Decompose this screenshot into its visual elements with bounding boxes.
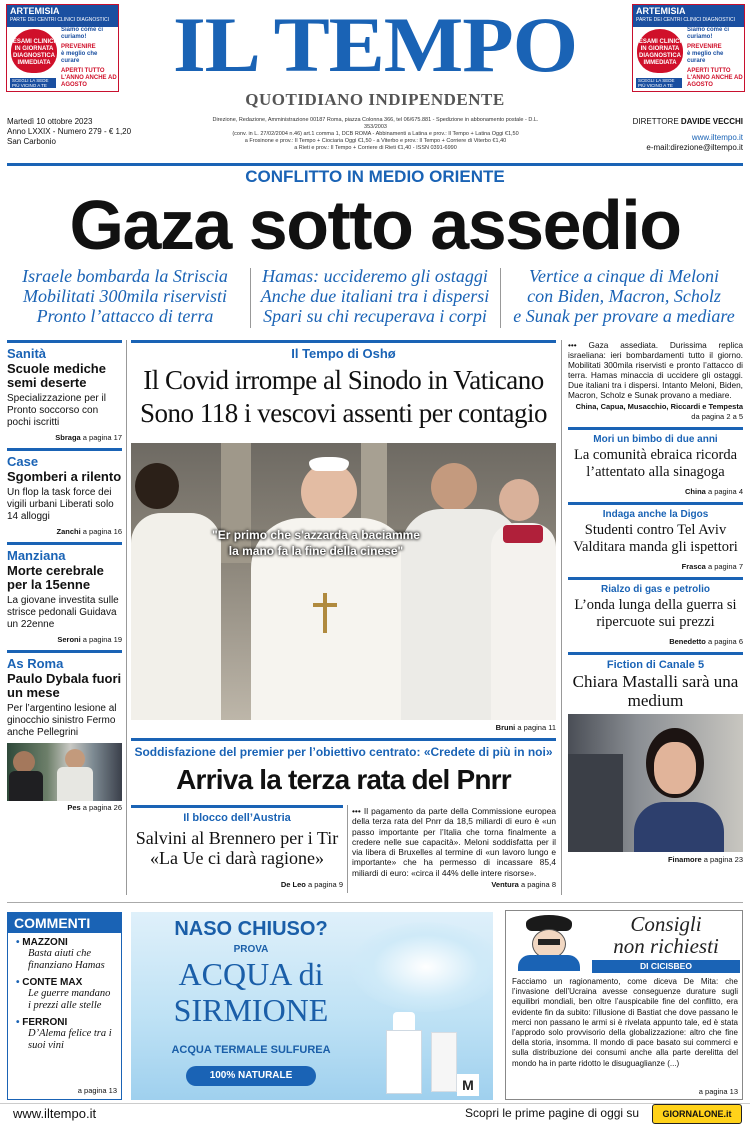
heart-icon: ESAMI CLINICI IN GIORNATA DIAGNOSTICA IMMEDIATA [637, 29, 683, 73]
lead-col-2: Hamas: uccideremo gli ostaggi Anche due italiani tra i dispersi Spari su chi recuperava i corpi [260, 266, 490, 326]
story-title[interactable]: Paulo Dybala fuori un mese [7, 671, 122, 700]
divider [561, 340, 562, 895]
page-ref: Ventura a pagina 8 [491, 880, 556, 889]
comments-label: COMMENTI [8, 913, 121, 933]
story-body: La giovane investita sulle strisce pedonali Guidava un 22enne [7, 595, 119, 630]
pnrr-headline[interactable]: Arriva la terza rata del Pnrr [176, 764, 511, 795]
giornalone-logo[interactable]: GIORNALONE.it [652, 1104, 742, 1124]
columnist-name: • MAZZONI [16, 937, 68, 948]
columnist-name: • FERRONI [16, 1017, 68, 1028]
football-photo[interactable] [7, 743, 122, 801]
actress-photo[interactable] [568, 714, 743, 852]
pope-photo[interactable] [131, 443, 556, 720]
page-ref: Finamore a pagina 23 [667, 855, 743, 864]
story-title[interactable]: Studenti contro Tel Aviv Valditara manda gli ispettori [573, 522, 738, 555]
comment-title[interactable]: D’Alema felice tra i suoi vini [28, 1028, 112, 1051]
ad-subline: ACQUA TERMALE SULFUREA [171, 1044, 331, 1056]
consigli-box [505, 910, 743, 1100]
ad-brand: ARTEMISIA PARTE DEI CENTRI CLINICI DIAGNOSTICI [633, 5, 744, 27]
center-kicker: Il Tempo di Oshø [291, 346, 396, 361]
comment-title[interactable]: Le guerre mandano i prezzi alle stelle [28, 988, 111, 1011]
page-ref: China, Capua, Musacchio, Riccardi e Tempesta da pagina 2 a 5 [575, 402, 743, 421]
comment-title[interactable]: Basta aiuti che finanziano Hamas [28, 948, 105, 971]
story-kicker: Fiction di Canale 5 [606, 659, 705, 671]
divider [131, 340, 556, 343]
email-link[interactable]: e-mail:direzione@iltempo.it [646, 143, 743, 152]
divider [131, 805, 343, 808]
pnrr-kicker: Soddisfazione del premier per l’obiettivo centrato: «Credete di più in noi» [134, 745, 553, 759]
divider [131, 738, 556, 741]
story-kicker: Rialzo di gas e petrolio [601, 584, 710, 595]
ad-footer: SCEGLI LA SEDE PIÙ VICINO A TE [10, 78, 56, 88]
page-ref: De Leo a pagina 9 [280, 880, 343, 889]
story-title[interactable]: Sgomberi a rilento [7, 469, 122, 484]
artemisia-ad-left[interactable] [6, 4, 119, 92]
divider [568, 652, 743, 655]
gaza-body: ••• Gaza assediata. Durissima replica israeliana: ieri bombardamenti tutto il giorno. Mobilitati 300mila riservisti e pronto l’attacco di terra. Hamas minaccia di uccidere gli ostaggi. Due italiani tra i dispersi. Intanto Meloni, Biden, Macron, Scholz e Sunak provano a mediare. [568, 340, 743, 400]
section-label: Case [7, 454, 39, 469]
page-ref: Sbraga a pagina 17 [55, 433, 122, 442]
divider [126, 340, 127, 895]
ad-brand: ARTEMISIA PARTE DEI CENTRI CLINICI DIAGNOSTICI [7, 5, 118, 27]
page-ref: Pes a pagina 26 [67, 803, 122, 812]
left-column [7, 340, 122, 812]
story-body: Per l’argentino lesione al ginocchio sinistro Fermo anche Pellegrini [7, 703, 117, 738]
consigli-byline: DI CICISBEO [592, 960, 740, 973]
brand-logo: M [457, 1074, 479, 1096]
lead-kicker: CONFLITTO IN MEDIO ORIENTE [245, 167, 505, 186]
lead-headline[interactable]: Gaza sotto assedio [69, 186, 681, 264]
acqua-sirmione-ad[interactable] [131, 912, 493, 1100]
divider [568, 577, 743, 580]
ad-text: Siamo come ci curiamo! PREVENIRE è meglio che curare APERTI TUTTO L'ANNO ANCHE AD AGOSTO [687, 27, 743, 88]
lead-col-3: Vertice a cinque di Meloni con Biden, Macron, Scholz e Sunak per provare a mediare [513, 266, 735, 326]
story-title[interactable]: Morte cerebrale per la 15enne [7, 563, 104, 592]
story-body: Un flop la task force dei vigili urbani Liberati solo 14 alloggi [7, 487, 114, 522]
section-label: As Roma [7, 656, 64, 671]
consigli-title[interactable]: Consigli non richiesti [613, 912, 719, 958]
columnist-name: • CONTE MAX [16, 977, 83, 988]
divider [568, 502, 743, 505]
director-info: DIRETTORE DAVIDE VECCHI www.iltempo.it e-mail:direzione@iltempo.it [590, 117, 743, 153]
consigli-body: Facciamo un ragionamento, come diceva De Mita: che l’invasione dell’Ucraina avesse conseguenze durature sugli equilibri mondiali, ben oltre l’auspicabile fine del conflitto, era evidente fin da subito: l’illusione di Bastiat che dove passano le merci non passano le armi si è rivelata appunto tale, ed è stata l’approdo solo provvisorio della globalizzazione: altro che fine della storia, insomma. Il mondo di pace basato sui commerci e sulla distribuzione dei consumi anche alla parte derelitta del mondo ha in parte ridotto le disuguaglianze (...) [512, 977, 738, 1068]
ad-footer: SCEGLI LA SEDE PIÙ VICINO A TE [636, 78, 682, 88]
page-ref: a pagina 13 [77, 1086, 117, 1095]
masthead-subtitle: QUOTIDIANO INDIPENDENTE [245, 90, 505, 109]
comments-box [7, 912, 122, 1100]
page-ref: a pagina 13 [698, 1087, 738, 1096]
divider [7, 340, 122, 343]
ad-badge: 100% NATURALE [186, 1066, 316, 1086]
legal-info: Direzione, Redazione, Amministrazione 00187 Roma, piazza Colonna 366, tel 06/675.881 - Spedizione in abbonamento postale - D.L. 353/2003 (conv. in L. 27/02/2004 n.46) art.1 comma 1, DCB ROMA - Abbinamenti a Latina e prov.: Il Tempo + Latina Oggi €1,50 a Frosinone e prov.: Il Tempo + Ciociaria Oggi €1,50 - a Viterbo e prov.: Il Tempo + Corriere di Viterbo €1,40 a Rieti e prov.: Il Tempo + Corriere di Rieti €1,40 - ISSN 0391-6990 [212, 117, 539, 151]
divider [7, 902, 743, 903]
page-ref: Zanchi a pagina 16 [56, 527, 122, 536]
divider [7, 542, 122, 545]
issue-info: Martedì 10 ottobre 2023 Anno LXXIX - Numero 279 - € 1,20 San Carbonio [7, 117, 132, 146]
artemisia-ad-right[interactable] [632, 4, 745, 92]
divider [7, 448, 122, 451]
ad-prova: PROVA [233, 944, 269, 955]
section-label: Manziana [7, 548, 66, 563]
masthead-title[interactable]: IL TEMPO [172, 1, 578, 88]
story-title[interactable]: Chiara Mastalli sarà una medium [572, 672, 739, 710]
page-ref: Frasca a pagina 7 [681, 562, 743, 571]
section-label: Sanità [7, 346, 47, 361]
photo-quote: "Er primo che s'azzarda a baciamme la mano fa la fine della cinese" [212, 528, 420, 558]
footer-site-link[interactable]: www.iltempo.it [13, 1106, 97, 1121]
salvini-kicker: Il blocco dell’Austria [183, 812, 291, 824]
story-kicker: Indaga anche la Digos [602, 509, 709, 520]
page-ref: Bruni a pagina 11 [495, 723, 556, 732]
page-ref: China a pagina 4 [685, 487, 743, 496]
story-title[interactable]: La comunità ebraica ricorda l’attentato alla sinagoga [573, 447, 738, 480]
cicisbeo-caricature-icon [510, 915, 588, 971]
divider [250, 268, 251, 328]
ad-product: ACQUA di SIRMIONE [173, 956, 329, 1028]
heart-icon: ESAMI CLINICI IN GIORNATA DIAGNOSTICA IMMEDIATA [11, 29, 57, 73]
story-kicker: Mori un bimbo di due anni [593, 434, 718, 445]
story-body: Specializzazione per il Pronto soccorso con pochi iscritti [7, 393, 106, 428]
divider [568, 427, 743, 430]
story-title[interactable]: Scuole mediche semi deserte [7, 361, 106, 390]
divider [7, 650, 122, 653]
product-bottle [386, 1030, 422, 1094]
top-divider [7, 163, 743, 166]
ad-text: Siamo come ci curiamo! PREVENIRE è meglio che curare APERTI TUTTO L'ANNO ANCHE AD AGOSTO [61, 27, 117, 88]
divider [500, 268, 501, 328]
divider [0, 1103, 750, 1104]
website-link[interactable]: www.iltempo.it [691, 133, 743, 142]
lead-col-1: Israele bombarda la Striscia Mobilitati 300mila riservisti Pronto l’attacco di terra [22, 266, 228, 326]
ad-headline: NASO CHIUSO? [174, 918, 328, 940]
center-headline[interactable]: Il Covid irrompe al Sinodo in Vaticano Sono 118 i vescovi assenti per contagio [140, 365, 547, 428]
right-column [568, 340, 743, 864]
pnrr-body: ••• Il pagamento da parte della Commissione europea della terza rata del Pnrr da 18,5 miliardi di euro è «un passo importante per l’Italia che torna finalmente a credere nelle sue capacità». Meloni soddisfatta per il via libera di Bruxelles al termine di «un lavoro lungo e importante» che ha permesso di incassare 85,4 miliardi di euro: «circa il 44% delle intere risorse». [352, 806, 556, 878]
salvini-headline[interactable]: Salvini al Brennero per i Tir «La Ue ci darà ragione» [135, 828, 339, 868]
page-ref: Benedetto a pagina 6 [669, 637, 743, 646]
story-title[interactable]: L’onda lunga della guerra si ripercuote sui prezzi [574, 597, 737, 630]
divider [347, 805, 348, 893]
page-ref: Seroni a pagina 19 [57, 635, 122, 644]
footer-promo: Scopri le prime pagine di oggi su [465, 1106, 640, 1120]
